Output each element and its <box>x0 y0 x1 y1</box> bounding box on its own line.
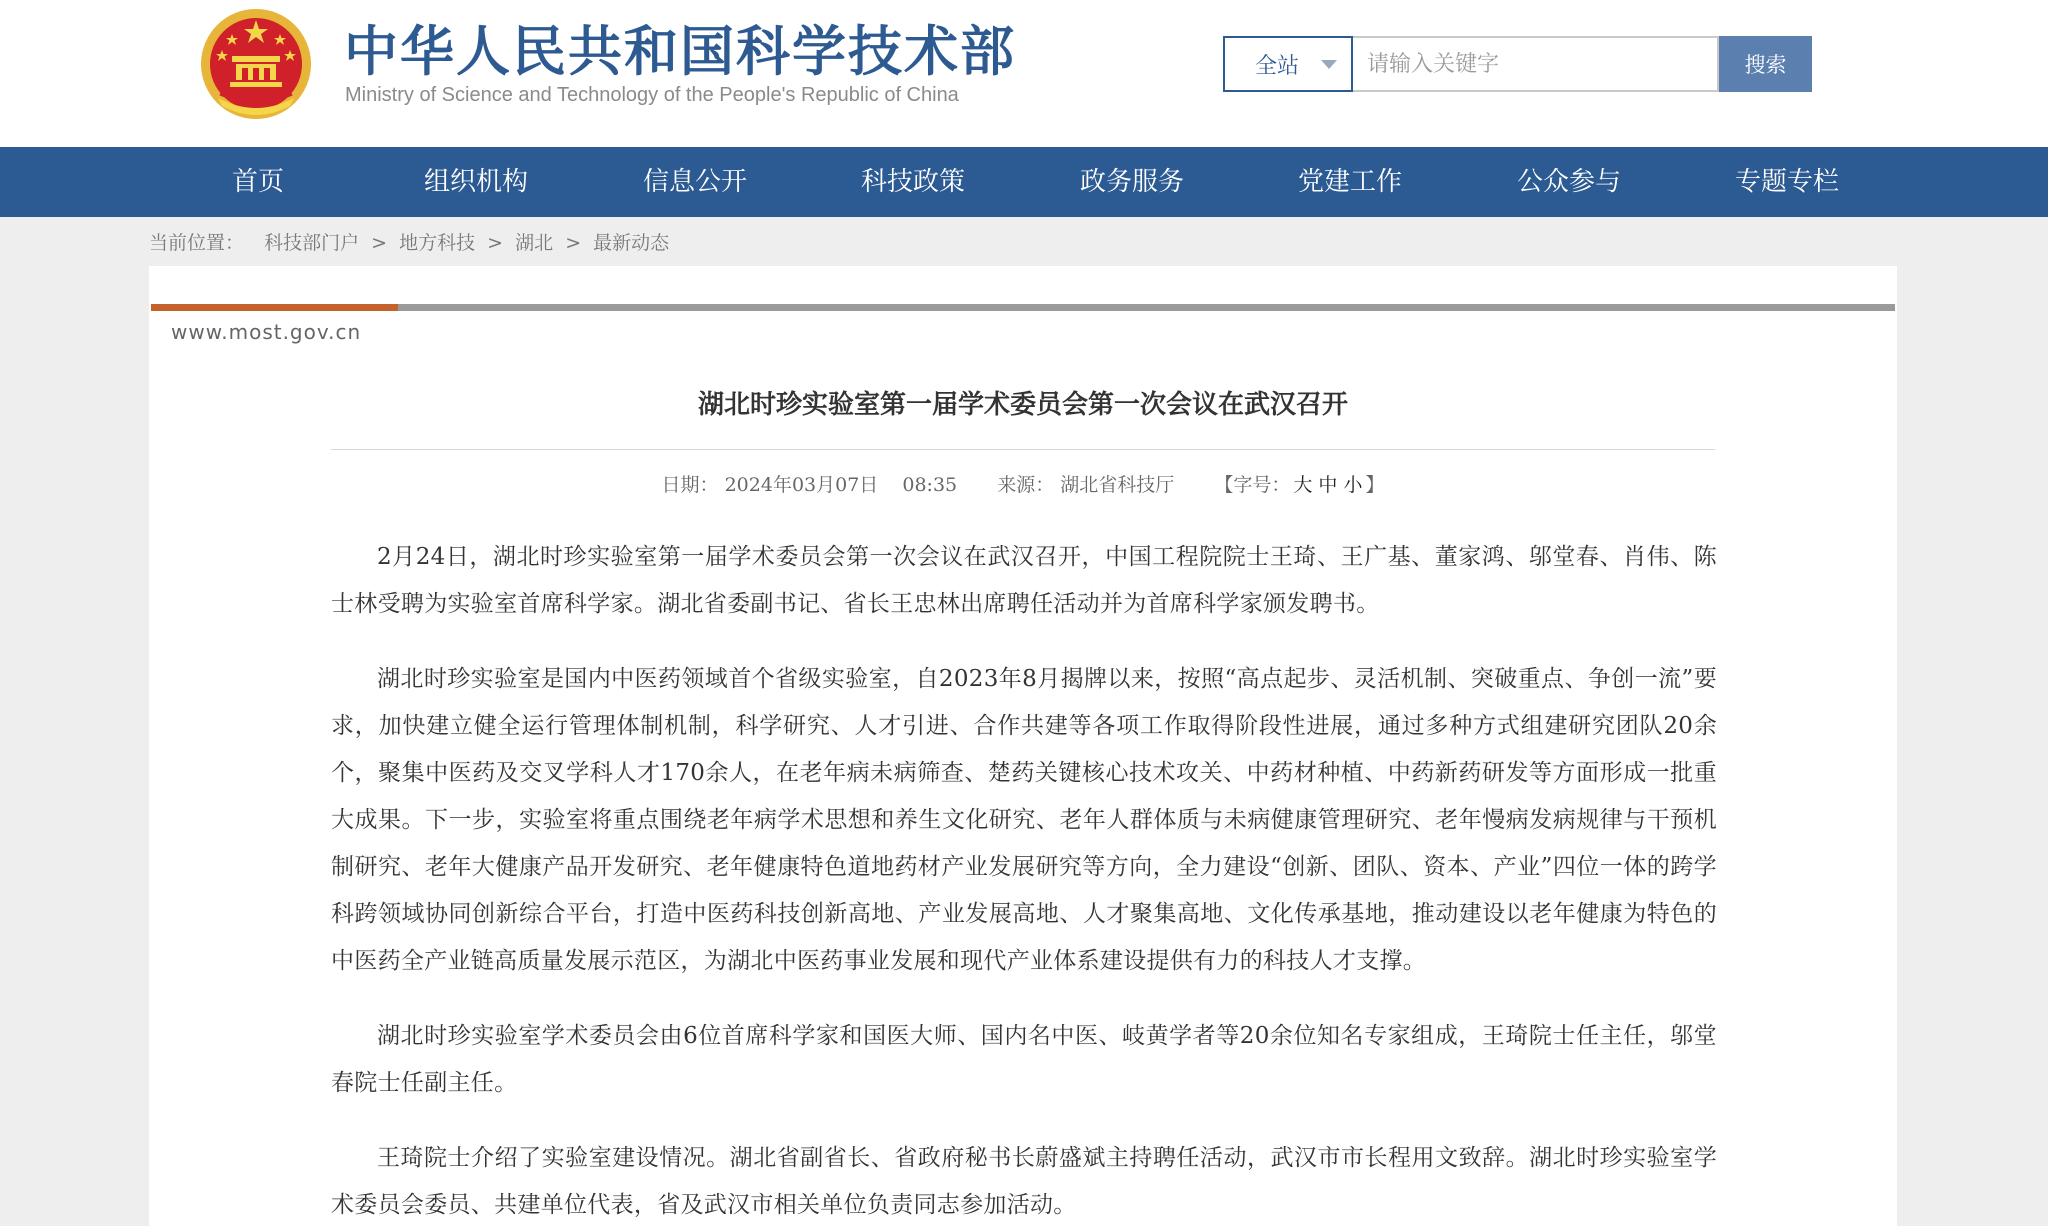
site-header <box>0 0 2048 147</box>
site-title: 中华人民共和国科学技术部 <box>344 20 1016 83</box>
nav-item-topics[interactable]: 专题专栏 <box>1735 167 1840 197</box>
source-label: 来源： <box>997 474 1055 496</box>
breadcrumb-item-portal[interactable]: 科技部门户 <box>264 232 360 254</box>
nav-item-information[interactable]: 信息公开 <box>643 167 748 197</box>
search-scope-select[interactable] <box>1223 36 1353 92</box>
breadcrumb-separator: > <box>565 232 582 254</box>
search-button[interactable]: 搜索 <box>1719 36 1812 92</box>
breadcrumb <box>149 228 669 255</box>
article-paragraph: 湖北时珍实验室是国内中医药领域首个省级实验室，自2023年8月揭牌以来，按照“高点起步、灵活机制、突破重点、争创一流”要求，加快建立健全运行管理体制机制，科学研究、人才引进、合作共建等各项工作取得阶段性进展，通过多种方式组建研究团队20余个，聚集中医药及交叉学科人才170余人，在老年病未病筛查、楚药关键核心技术攻关、中药材种植、中药新药研发等方面形成一批重大成果。下一步，实验室将重点围绕老年病学术思想和养生文化研究、老年人群体质与未病健康管理研究、老年慢病发病规律与干预机制研究、老年大健康产品开发研究、老年健康特色道地药材产业发展研究等方向，全力建设“创新、团队、资本、产业”四位一体的跨学科跨领域协同创新综合平台，打造中医药科技创新高地、产业发展高地、人才聚集高地、文化传承基地，推动建设以老年健康为特色的中医药全产业链高质量发展示范区，为湖北中医药事业发展和现代产业体系建设提供有力的科技人才支撑。 <box>331 666 1717 974</box>
site-url-watermark: www.most.gov.cn <box>171 320 362 344</box>
nav-item-public[interactable]: 公众参与 <box>1517 167 1622 197</box>
breadcrumb-separator: > <box>371 232 388 254</box>
article-panel <box>149 266 1897 1226</box>
breadcrumb-separator: > <box>487 232 504 254</box>
top-divider-accent <box>151 304 398 311</box>
main-nav <box>0 147 2048 217</box>
national-emblem-icon[interactable] <box>198 6 314 122</box>
search-scope-value: 全站 <box>1255 53 1300 79</box>
article-paragraph: 王琦院士介绍了实验室建设情况。湖北省副省长、省政府秘书长蔚盛斌主持聘任活动，武汉市市长程用文致辞。湖北时珍实验室学术委员会委员、共建单位代表，省及武汉市相关单位负责同志参加活动。 <box>331 1145 1717 1218</box>
font-size-large-button[interactable]: 大 <box>1293 474 1313 496</box>
search-bar <box>1223 36 1812 92</box>
nav-item-party[interactable]: 党建工作 <box>1298 167 1403 197</box>
breadcrumb-item-latest[interactable]: 最新动态 <box>593 232 670 254</box>
nav-item-policy[interactable]: 科技政策 <box>861 167 966 197</box>
breadcrumb-item-hubei[interactable]: 湖北 <box>515 232 554 254</box>
breadcrumb-label: 当前位置： <box>149 232 245 254</box>
search-input[interactable] <box>1353 36 1719 92</box>
source-value: 湖北省科技厅 <box>1060 474 1175 496</box>
article-paragraph: 2月24日，湖北时珍实验室第一届学术委员会第一次会议在武汉召开，中国工程院院士王琦、王广基、董家鸿、邬堂春、肖伟、陈士林受聘为实验室首席科学家。湖北省委副书记、省长王忠林出席聘任活动并为首席科学家颁发聘书。 <box>331 544 1717 617</box>
font-size-medium-button[interactable]: 中 <box>1318 474 1338 496</box>
date-value: 2024年03月07日 <box>724 474 879 496</box>
font-size-bracket: 】 <box>1365 474 1385 496</box>
breadcrumb-item-local[interactable]: 地方科技 <box>399 232 476 254</box>
site-subtitle: Ministry of Science and Technology of the People's Republic of China <box>345 84 959 106</box>
font-size-label: 【字号： <box>1214 474 1291 496</box>
nav-item-services[interactable]: 政务服务 <box>1080 167 1185 197</box>
time-value: 08:35 <box>902 474 958 496</box>
nav-item-organization[interactable]: 组织机构 <box>424 167 529 197</box>
nav-item-home[interactable]: 首页 <box>232 167 285 197</box>
font-size-small-button[interactable]: 小 <box>1343 474 1363 496</box>
chevron-down-icon <box>1321 60 1337 69</box>
top-divider <box>151 304 1895 311</box>
article-paragraph: 湖北时珍实验室学术委员会由6位首席科学家和国医大师、国内名中医、岐黄学者等20余位知名专家组成，王琦院士任主任，邬堂春院士任副主任。 <box>331 1023 1717 1096</box>
title-divider <box>331 449 1715 450</box>
article-body <box>331 534 1717 1226</box>
article-title: 湖北时珍实验室第一届学术委员会第一次会议在武汉召开 <box>697 390 1348 420</box>
article-meta <box>149 470 1897 497</box>
date-label: 日期： <box>661 474 719 496</box>
